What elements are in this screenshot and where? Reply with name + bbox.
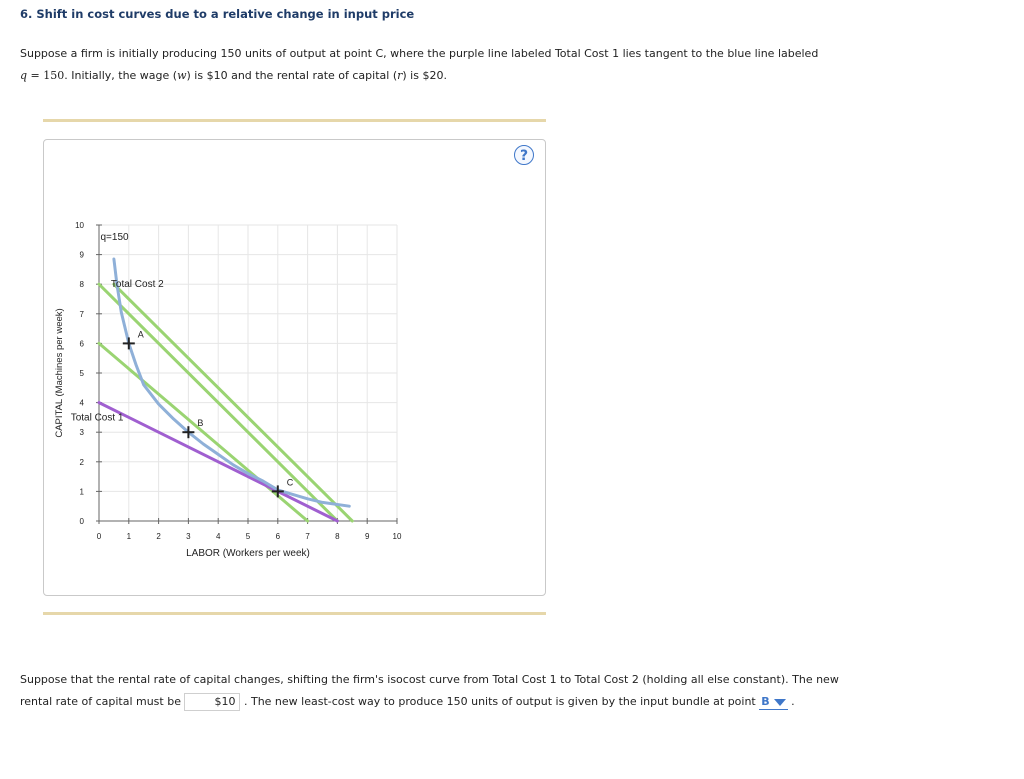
y-tick-label: 9 xyxy=(79,250,84,260)
point-dropdown-value: B xyxy=(761,695,770,708)
y-tick-label: 1 xyxy=(79,487,84,497)
question-line-2: rental rate of capital must be $10 . The new least-cost way to produce 150 units of output is given by the input bundle at point B . xyxy=(20,691,1010,713)
question-line-1: Suppose that the rental rate of capital changes, shifting the firm's isocost curve from Total Cost 1 to Total Cost 2 (holding all else constant). The new xyxy=(20,673,839,686)
y-axis-label: CAPITAL (Machines per week) xyxy=(54,308,65,438)
y-tick-label: 4 xyxy=(79,398,84,408)
point-dropdown[interactable] xyxy=(759,695,787,710)
x-tick-label: 0 xyxy=(96,532,102,541)
page-title: 6. Shift in cost curves due to a relative change in input price xyxy=(20,7,415,21)
wage-variable: w xyxy=(177,69,187,82)
x-tick-label: 1 xyxy=(126,532,132,541)
y-tick-label: 6 xyxy=(79,339,84,349)
top-divider xyxy=(43,119,546,122)
y-tick-label: 8 xyxy=(79,280,84,290)
point-label-c: C xyxy=(286,477,294,488)
x-tick-label: 4 xyxy=(215,532,221,541)
rental-rate-answer-field[interactable]: $10 xyxy=(184,693,240,711)
question-paragraph xyxy=(20,669,1010,713)
x-tick-label: 10 xyxy=(392,532,402,541)
intro-line-2: q = 150. Initially, the wage (w) is $10 and the rental rate of capital (r) is $20. xyxy=(20,69,447,82)
x-tick-label: 7 xyxy=(305,532,310,541)
y-tick-label: 2 xyxy=(79,457,84,467)
bottom-divider xyxy=(43,612,546,615)
annotation-total-cost-1: Total Cost 1 xyxy=(70,412,124,424)
cost-curves-chart xyxy=(44,215,464,575)
y-tick-label: 3 xyxy=(79,428,84,438)
point-label-a: A xyxy=(137,329,144,340)
point-label-b: B xyxy=(197,418,204,429)
x-tick-label: 9 xyxy=(364,532,370,541)
intro-line-1: Suppose a firm is initially producing 150 units of output at point C, where the purple line labeled Total Cost 1 lies tangent to the blue line labeled xyxy=(20,47,819,60)
x-tick-label: 2 xyxy=(156,532,161,541)
annotation-q-150: q=150 xyxy=(100,231,129,243)
x-tick-label: 3 xyxy=(186,532,191,541)
help-icon[interactable]: ? xyxy=(514,145,534,165)
y-tick-label: 7 xyxy=(79,309,84,319)
y-tick-label: 0 xyxy=(79,517,84,526)
x-axis-label: LABOR (Workers per week) xyxy=(186,548,310,559)
y-tick-label: 5 xyxy=(79,369,84,378)
q-equation: q = 150 xyxy=(20,69,65,82)
annotation-total-cost-2: Total Cost 2 xyxy=(110,279,164,291)
x-tick-label: 5 xyxy=(245,532,251,541)
rent-variable: r xyxy=(397,69,403,82)
intro-paragraph xyxy=(20,43,1010,87)
chevron-down-icon xyxy=(774,699,786,706)
x-tick-label: 6 xyxy=(275,532,281,541)
y-tick-label: 10 xyxy=(75,221,84,230)
x-tick-label: 8 xyxy=(335,532,340,541)
